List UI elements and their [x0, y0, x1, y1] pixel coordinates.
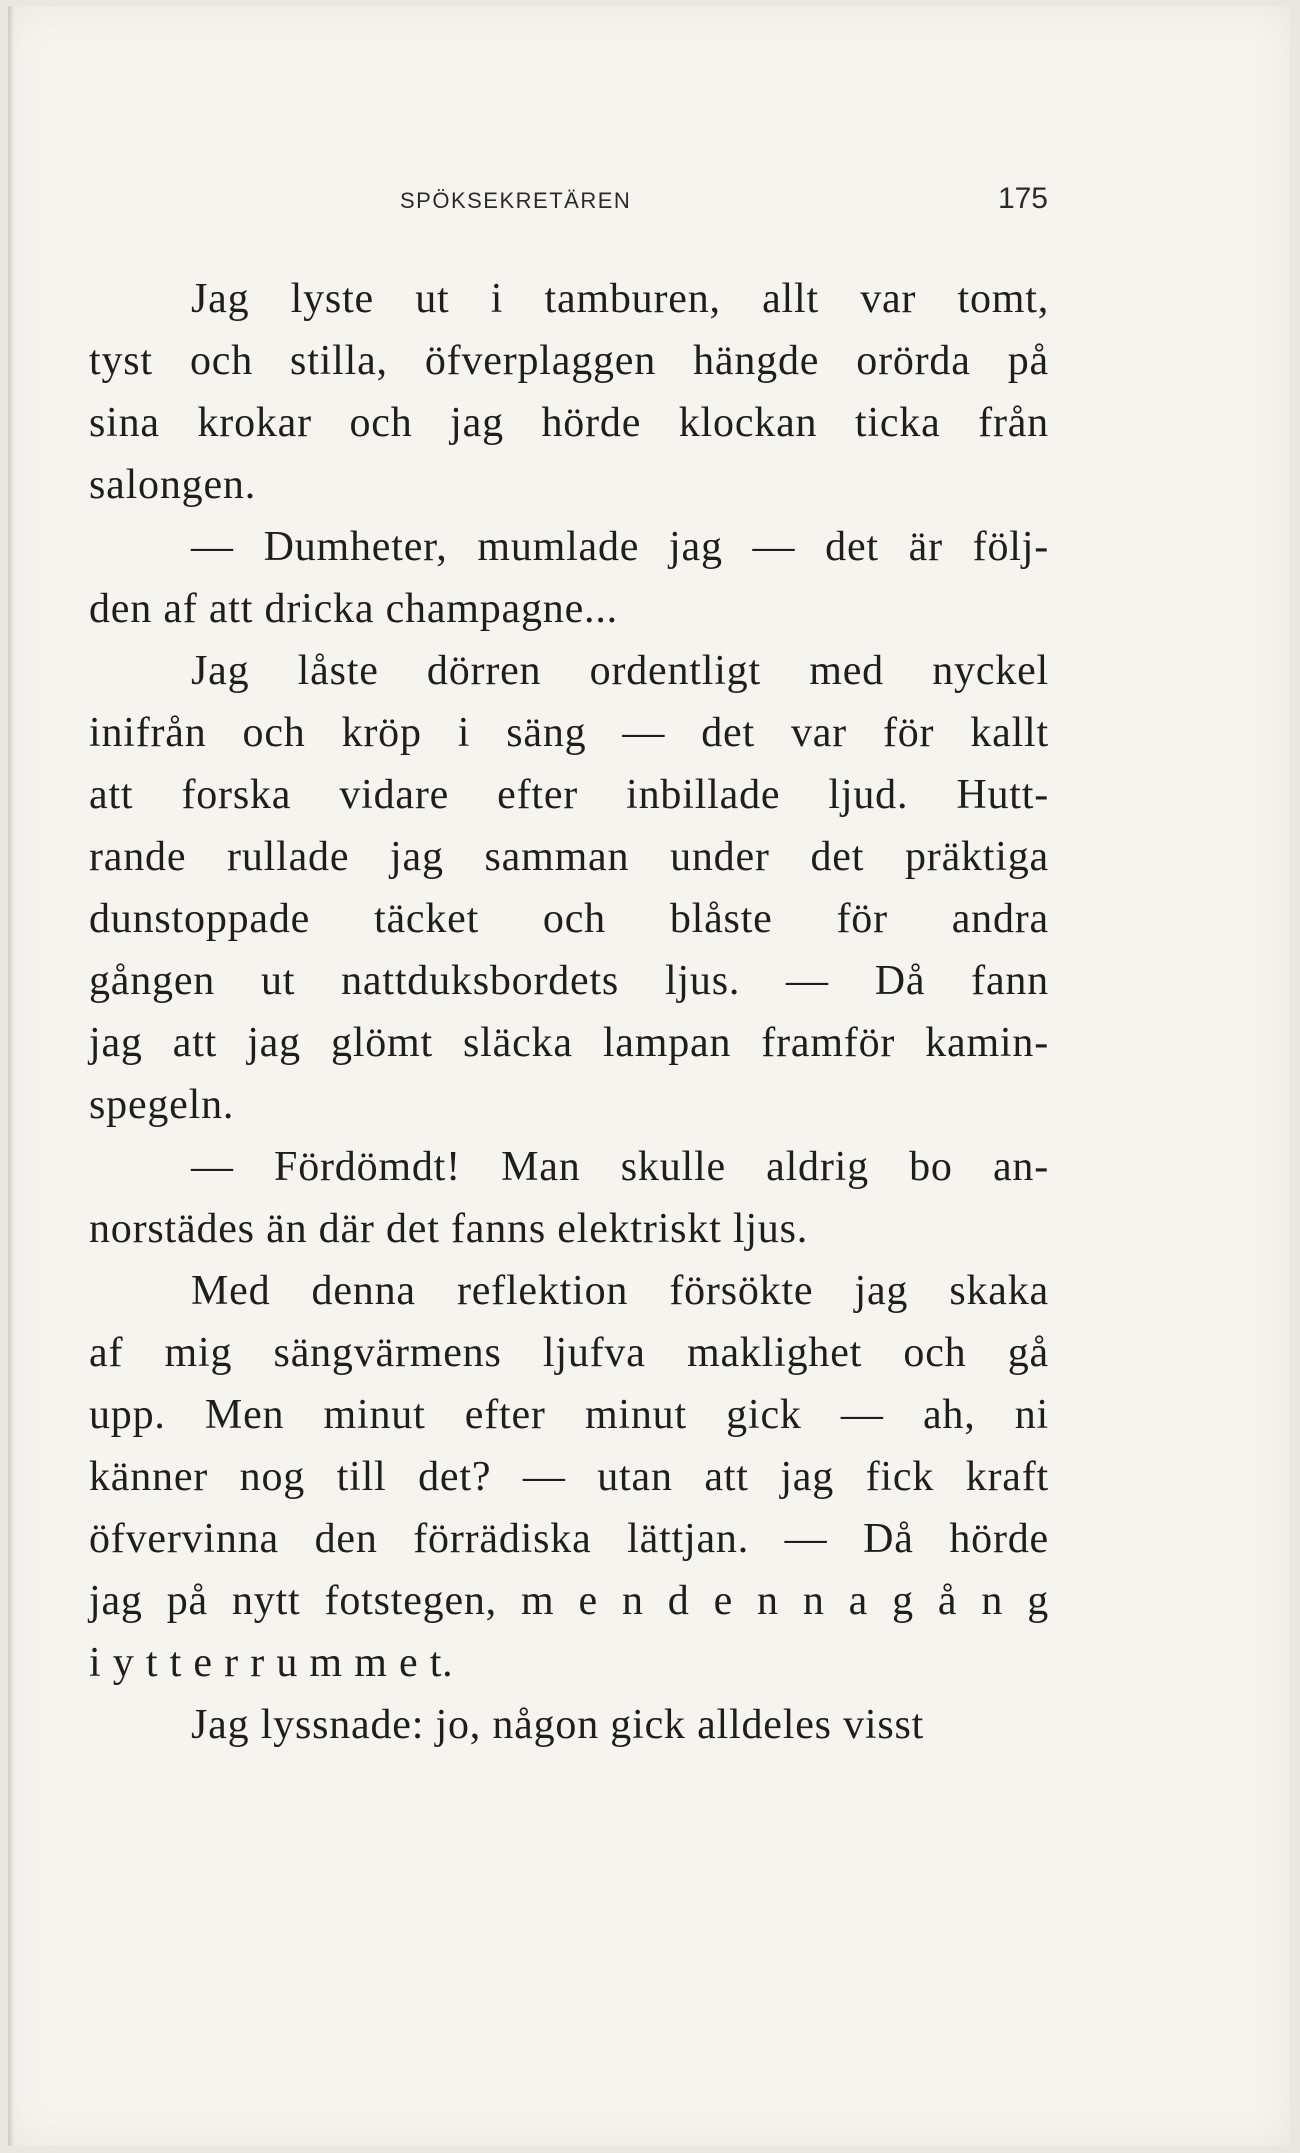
text-line: Jag lyssnade: jo, någon gick alldeles visst: [191, 1702, 925, 1748]
text-line: känner nog till det? — utan att jag fick kraft: [89, 1454, 1049, 1500]
text-line: — Fördömdt! Man skulle aldrig bo an-: [191, 1144, 1049, 1190]
text-line: spegeln.: [89, 1082, 235, 1128]
text-line: jag att jag glömt släcka lampan framför kamin-: [89, 1020, 1049, 1066]
text-line: Med denna reflektion försökte jag skaka: [191, 1268, 1049, 1314]
text-line: norstädes än där det fanns elektriskt ljus.: [89, 1206, 809, 1252]
text-line: i y t t e r r u m m e t.: [89, 1640, 454, 1686]
text-line: inifrån och kröp i säng — det var för kallt: [89, 710, 1049, 756]
text-line: tyst och stilla, öfverplaggen hängde orörda på: [89, 338, 1049, 384]
book-page: [8, 6, 1290, 2146]
text-line: sina krokar och jag hörde klockan ticka från: [89, 400, 1049, 446]
text-line: den af att dricka champagne...: [89, 586, 618, 632]
page-header: [400, 182, 1048, 222]
text-line: att forska vidare efter inbillade ljud. Hutt-: [89, 772, 1049, 818]
text-line: gången ut nattduksbordets ljus. — Då fann: [89, 958, 1049, 1004]
text-line: Jag lyste ut i tamburen, allt var tomt,: [191, 276, 1049, 322]
text-line: Jag låste dörren ordentligt med nyckel: [191, 648, 1049, 694]
text-line: — Dumheter, mumlade jag — det är följ-: [191, 524, 1049, 570]
page-number: 175: [997, 182, 1048, 215]
text-line: rande rullade jag samman under det präktiga: [89, 834, 1049, 880]
text-line: af mig sängvärmens ljufva maklighet och gå: [89, 1330, 1049, 1376]
text-line: upp. Men minut efter minut gick — ah, ni: [89, 1392, 1049, 1438]
running-title: SPÖKSEKRETÄREN: [400, 188, 632, 213]
text-line: jag på nytt fotstegen, m e n d e n n a g å n g: [89, 1578, 1049, 1624]
text-line: öfvervinna den förrädiska lättjan. — Då hörde: [89, 1516, 1049, 1562]
text-line: dunstoppade täcket och blåste för andra: [89, 896, 1049, 942]
page-gutter-shadow: [8, 6, 14, 2146]
text-line: salongen.: [89, 462, 256, 508]
body-text: [89, 268, 1049, 1756]
